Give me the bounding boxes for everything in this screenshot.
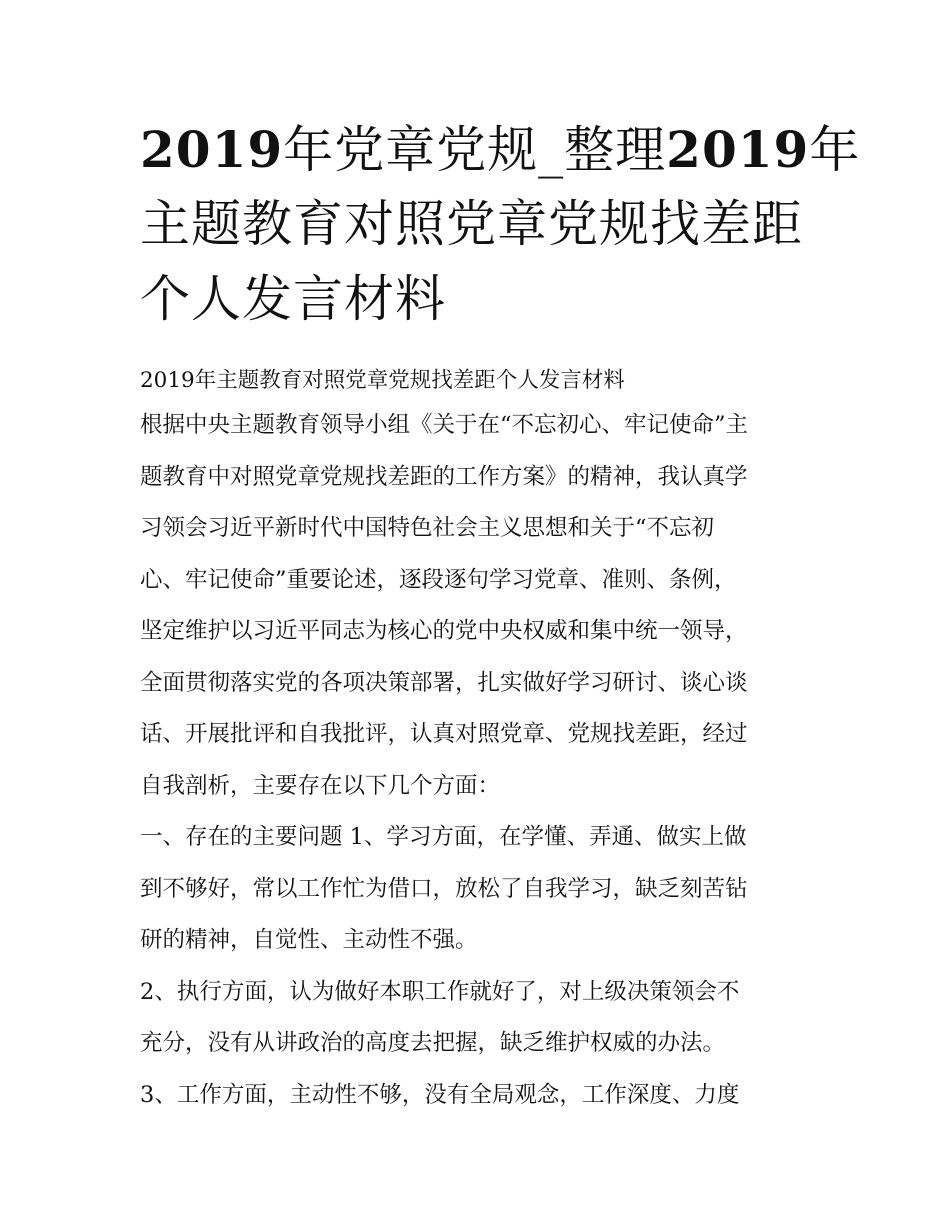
body-line: 3、工作方面，主动性不够，没有全局观念，工作深度、力度 [140,1081,740,1108]
body-line: 一、存在的主要问题 1、学习方面，在学懂、弄通、做实上做 [140,824,747,850]
body-line: 心、牢记使命”重要论述，逐段逐句学习党章、准则、条例， [140,566,737,593]
body-line: 全面贯彻落实党的各项决策部署，扎实做好学习研讨、谈心谈 [140,669,748,696]
body-line: 充分，没有从讲政治的高度去把握，缺乏维护权威的办法。 [140,1030,726,1056]
title-year: 2019 [140,120,284,179]
body-line: 习领会习近平新时代中国特色社会主义思想和关于“不忘初 [140,515,715,541]
document-subtitle: 2019年主题教育对照党章党规找差距个人发言材料 [140,368,625,393]
body-line: 坚定维护以习近平同志为核心的党中央权威和集中统一领导， [140,618,748,644]
title-text: 年 [809,121,861,179]
title-line-2: 主题教育对照党章党规找差距 [140,195,803,253]
body-line: 题教育中对照党章党规找差距的工作方案》的精神，我认真学 [140,463,748,490]
title-line-3: 个人发言材料 [140,270,446,328]
body-line: 2、执行方面，认为做好本职工作就好了，对上级决策领会不 [140,978,740,1005]
title-text: 年党章党规_整理 [283,121,667,179]
document-body [140,362,830,1121]
title-year: 2019 [666,120,810,179]
body-line: 研的精神，自觉性、主动性不强。 [140,927,478,953]
title-line-1 [140,112,861,187]
body-line: 话、开展批评和自我批评，认真对照党章、党规找差距，经过 [140,721,748,747]
body-line: 自我剖析，主要存在以下几个方面： [140,772,501,799]
document-title [140,112,861,337]
body-line: 到不够好，常以工作忙为借口，放松了自我学习，缺乏刻苦钻 [140,875,748,902]
body-line: 根据中央主题教育领导小组《关于在“不忘初心、牢记使命”主 [140,412,749,438]
